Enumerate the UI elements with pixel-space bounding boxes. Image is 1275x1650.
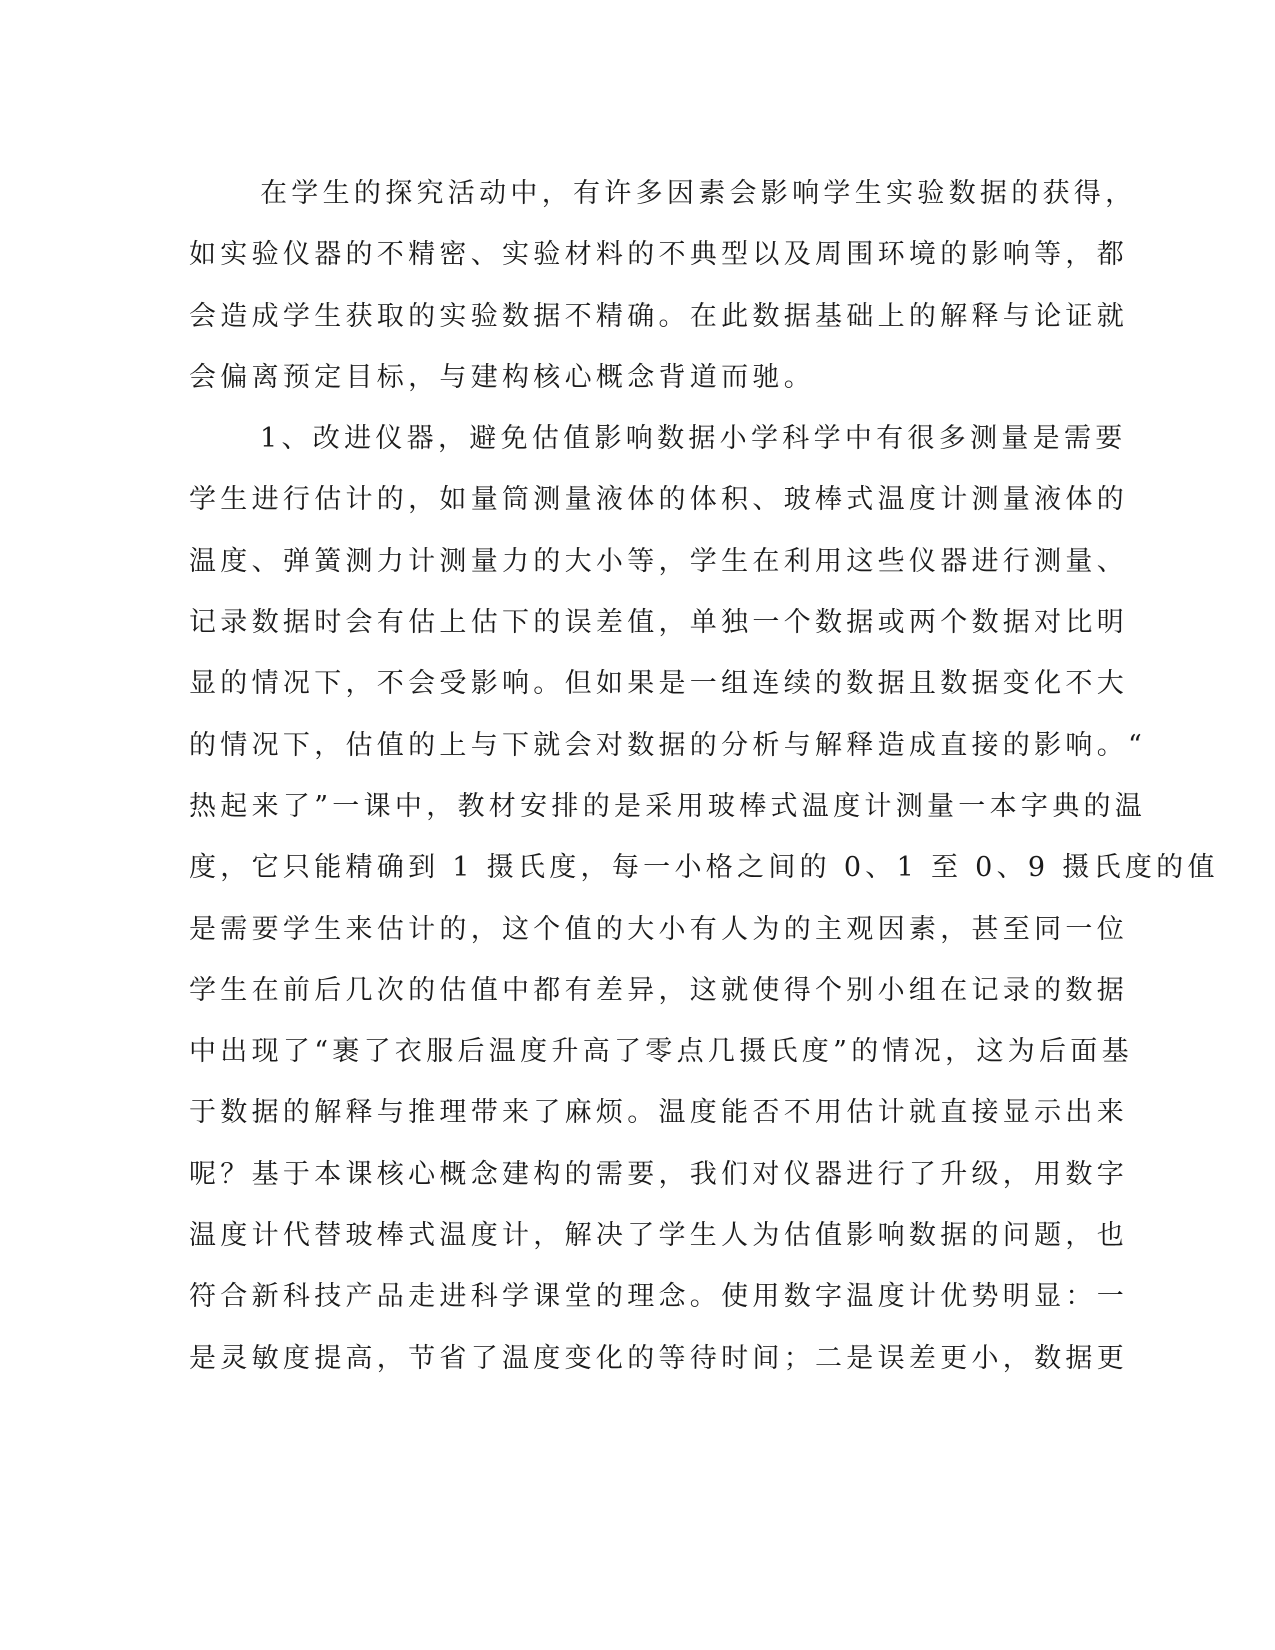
text-line: 在学生的探究活动中，有许多因素会影响学生实验数据的获得， xyxy=(260,178,1137,209)
text-line: 学生进行估计的，如量筒测量液体的体积、玻棒式温度计测量液体的 xyxy=(189,484,1128,516)
text-line: 1、改进仪器，避免估值影响数据小学科学中有很多测量是需要 xyxy=(260,423,1127,455)
text-line: 于数据的解释与推理带来了麻烦。温度能否不用估计就直接显示出来 xyxy=(189,1097,1128,1129)
text-line: 学生在前后几次的估值中都有差异，这就使得个别小组在记录的数据 xyxy=(189,974,1128,1006)
text-line: 是需要学生来估计的，这个值的大小有人为的主观因素，甚至同一位 xyxy=(189,913,1128,945)
text-line: 是灵敏度提高，节省了温度变化的等待时间；二是误差更小，数据更 xyxy=(189,1342,1128,1374)
text-line: 度，它只能精确到 1 摄氏度，每一小格之间的 0、1 至 0、9 摄氏度的值 xyxy=(189,852,1219,884)
text-line: 的情况下，估值的上与下就会对数据的分析与解释造成直接的影响。“ xyxy=(189,729,1147,761)
text-line: 记录数据时会有估上估下的误差值，单独一个数据或两个数据对比明 xyxy=(189,607,1128,639)
text-line: 会造成学生获取的实验数据不精确。在此数据基础上的解释与论证就 xyxy=(189,300,1128,332)
text-line: 会偏离预定目标，与建构核心概念背道而驰。 xyxy=(189,361,815,393)
text-line: 温度计代替玻棒式温度计，解决了学生人为估值影响数据的问题，也 xyxy=(189,1220,1128,1252)
text-line: 呢？基于本课核心概念建构的需要，我们对仪器进行了升级，用数字 xyxy=(189,1158,1128,1190)
text-line: 热起来了”一课中，教材安排的是采用玻棒式温度计测量一本字典的温 xyxy=(189,790,1147,822)
text-line: 中出现了“裹了衣服后温度升高了零点几摄氏度”的情况，这为后面基 xyxy=(189,1036,1133,1068)
paragraph-1 xyxy=(189,163,1137,408)
body-text xyxy=(189,163,1219,1389)
text-line: 符合新科技产品走进科学课堂的理念。使用数字温度计优势明显：一 xyxy=(189,1281,1128,1313)
text-line: 如实验仪器的不精密、实验材料的不典型以及周围环境的影响等，都 xyxy=(189,239,1128,271)
text-line: 显的情况下，不会受影响。但如果是一组连续的数据且数据变化不大 xyxy=(189,668,1128,700)
paragraph-2 xyxy=(189,408,1219,1389)
text-line: 温度、弹簧测力计测量力的大小等，学生在利用这些仪器进行测量、 xyxy=(189,545,1128,577)
